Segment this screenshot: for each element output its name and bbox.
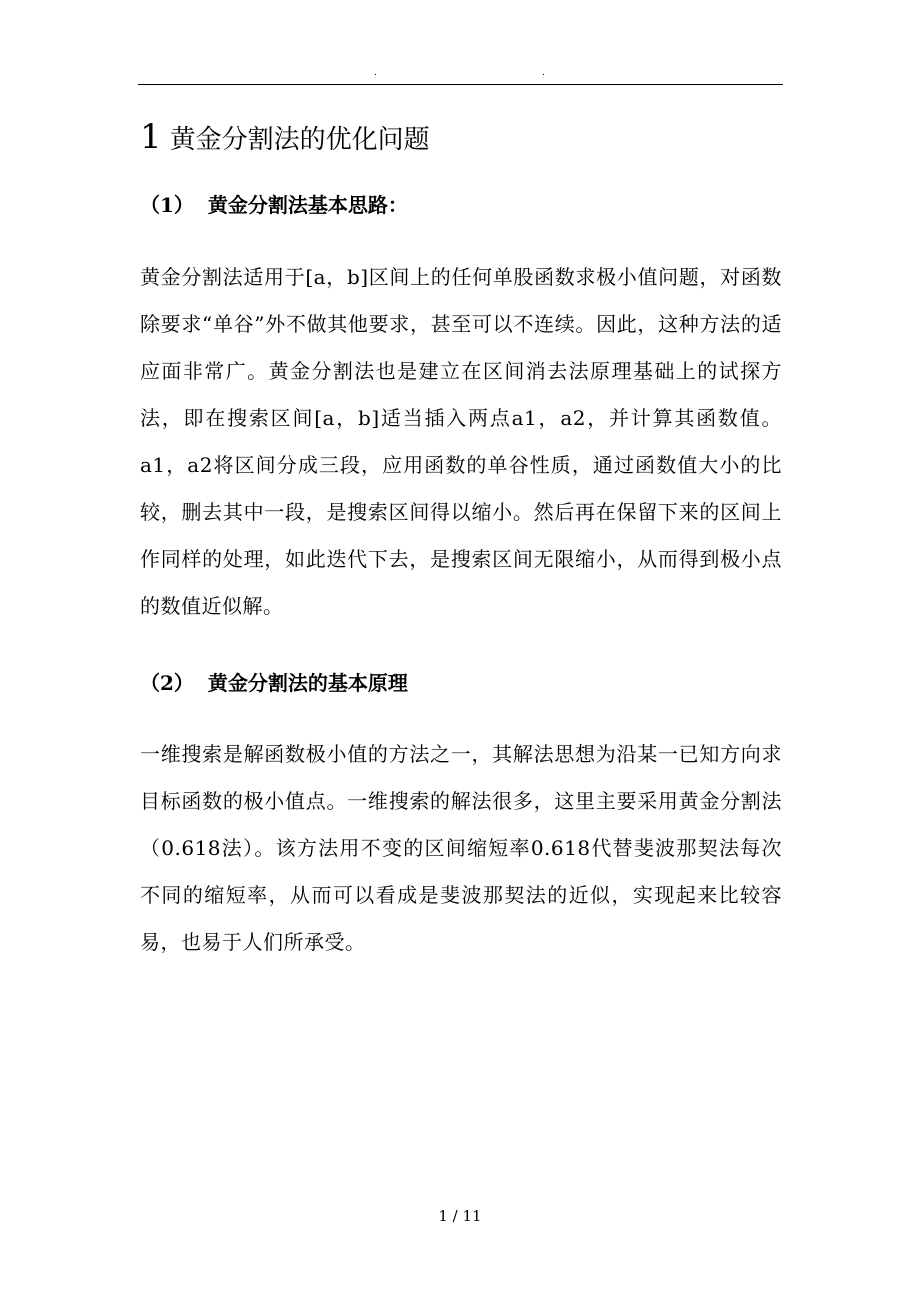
section-2-paragraph: 一维搜索是解函数极小值的方法之一，其解法思想为沿某一已知方向求目标函数的极小值点。一维搜索的解法很多，这里主要采用黄金分割法（0.618法）。该方法用不变的区间缩短率0.618代替斐波那契法每次不同的缩短率，从而可以看成是斐波那契法的近似，实现起来比较容易，也易于人们所承受。 [140,742,782,954]
title-number: 1 [140,117,162,157]
section-2-number: （2） [140,671,194,695]
section-2-heading-text: 黄金分割法的基本原理 [207,671,408,695]
section-1-paragraph: 黄金分割法适用于[a，b]区间上的任何单股函数求极小值问题，对函数除要求“单谷”外不做其他要求，甚至可以不连续。因此，这种方法的适应面非常广。黄金分割法也是建立在区间消去法原理基础上的试探方法，即在搜索区间[a，b]适当插入两点a1，a2，并计算其函数值。a1，a2将区间分成三段，应用函数的单谷性质，通过函数值大小的比较，删去其中一段，是搜索区间得以缩小。然后再在保留下来的区间上作同样的处理，如此迭代下去，是搜索区间无限缩小，从而得到极小点的数值近似解。 [140,265,782,618]
header-dot-right: . [542,68,545,78]
document-title [140,114,780,163]
section-1-heading-text: 黄金分割法基本思路： [207,193,408,217]
page-header [138,60,783,85]
page-number: 1 / 11 [438,1207,482,1225]
section-1-heading [140,190,780,220]
header-dot-left: . [374,68,377,78]
section-2-heading [140,668,780,698]
title-text: 黄金分割法的优化问题 [169,125,430,155]
section-1-number: （1） [140,193,194,217]
